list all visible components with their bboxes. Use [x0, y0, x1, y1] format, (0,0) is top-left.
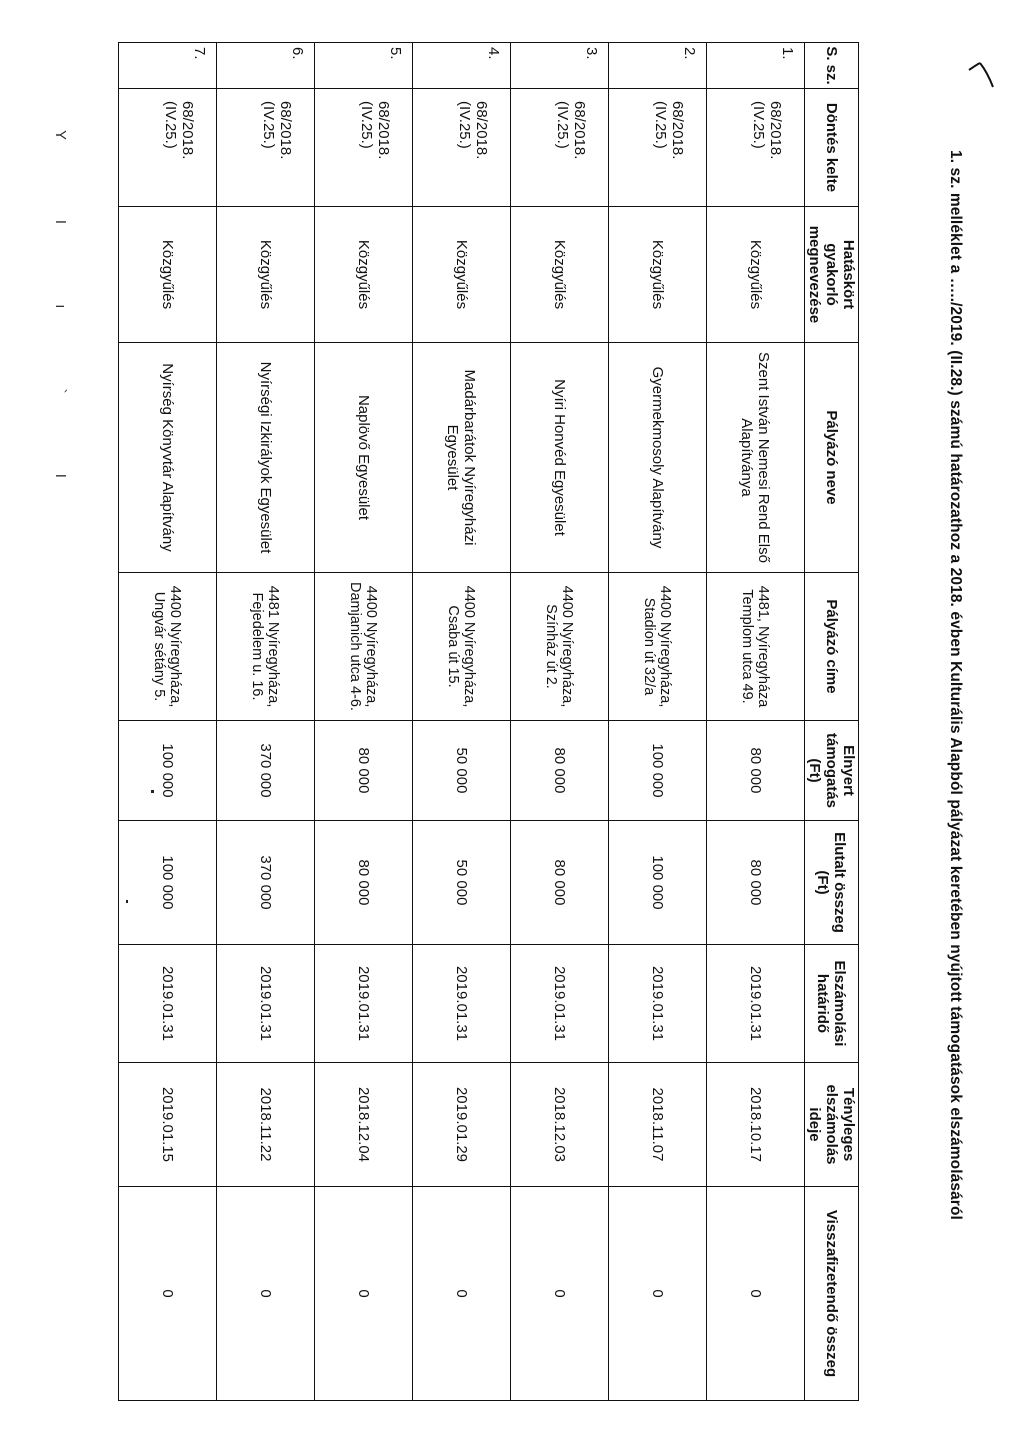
settlement-table — [118, 42, 859, 1401]
cell-hatarido: 2019.01.31 — [315, 945, 413, 1063]
cell-hatarido: 2019.01.31 — [413, 945, 511, 1063]
cell-vissza: 0 — [315, 1187, 413, 1401]
cell-elnyert: 50 000 — [413, 721, 511, 821]
cell-vissza: 0 — [413, 1187, 511, 1401]
col-header-dontes: Döntés kelte — [805, 89, 859, 207]
cell-nev: Nyíri Honvéd Egyesület — [511, 343, 609, 573]
cell-hataskor: Közgyűlés — [511, 207, 609, 343]
cell-sorszam: 3. — [511, 43, 609, 89]
cell-dontes: 68/2018. (IV.25.) — [119, 89, 217, 207]
col-header-cim: Pályázó címe — [805, 573, 859, 721]
table-row — [119, 43, 217, 1401]
scan-speck — [126, 900, 128, 903]
cell-vissza: 0 — [217, 1187, 315, 1401]
cell-elnyert: 80 000 — [511, 721, 609, 821]
cell-vissza: 0 — [119, 1187, 217, 1401]
cell-dontes: 68/2018. (IV.25.) — [511, 89, 609, 207]
cell-cim: 4400 Nyíregyháza, Damjanich utca 4-6. — [315, 573, 413, 721]
table-row — [217, 43, 315, 1401]
cell-hataskor: Közgyűlés — [413, 207, 511, 343]
cell-teny: 2019.01.15 — [119, 1063, 217, 1187]
cell-sorszam: 1. — [707, 43, 805, 89]
cell-elnyert: 80 000 — [315, 721, 413, 821]
cell-nev: Madárbarátok Nyíregyházi Egyesület — [413, 343, 511, 573]
cell-nev: Szent István Nemesi Rend Első Alapítványa — [707, 343, 805, 573]
cell-utalt: 100 000 — [609, 821, 707, 945]
cell-dontes: 68/2018. (IV.25.) — [217, 89, 315, 207]
cell-dontes: 68/2018. (IV.25.) — [609, 89, 707, 207]
cell-cim: 4400 Nyíregyháza, Csaba út 15. — [413, 573, 511, 721]
cell-sorszam: 4. — [413, 43, 511, 89]
cell-nev: Naplövő Egyesület — [315, 343, 413, 573]
cell-elnyert: 80 000 — [707, 721, 805, 821]
margin-marks: Y I ı ` I — [52, 130, 69, 516]
header-row — [805, 43, 859, 1401]
cell-cim: 4481 Nyíregyháza, Fejedelem u. 16. — [217, 573, 315, 721]
cell-vissza: 0 — [609, 1187, 707, 1401]
cell-cim: 4400 Nyíregyháza, Ungvár sétány 5. — [119, 573, 217, 721]
cell-hataskor: Közgyűlés — [217, 207, 315, 343]
cell-hatarido: 2019.01.31 — [707, 945, 805, 1063]
cell-utalt: 370 000 — [217, 821, 315, 945]
check-mark-icon — [966, 60, 996, 90]
cell-elnyert: 100 000 — [119, 721, 217, 821]
col-header-sorszam: S. sz. — [805, 43, 859, 89]
cell-dontes: 68/2018. (IV.25.) — [315, 89, 413, 207]
cell-utalt: 50 000 — [413, 821, 511, 945]
cell-hataskor: Közgyűlés — [609, 207, 707, 343]
cell-vissza: 0 — [707, 1187, 805, 1401]
cell-teny: 2018.11.22 — [217, 1063, 315, 1187]
cell-nev: Nyírségi Izkirályok Egyesület — [217, 343, 315, 573]
col-header-nev: Pályázó neve — [805, 343, 859, 573]
cell-cim: 4400 Nyíregyháza, Stadion út 32/a — [609, 573, 707, 721]
cell-dontes: 68/2018. (IV.25.) — [707, 89, 805, 207]
cell-teny: 2018.10.17 — [707, 1063, 805, 1187]
cell-nev: Gyermekmosoly Alapítvány — [609, 343, 707, 573]
cell-teny: 2018.12.04 — [315, 1063, 413, 1187]
cell-hatarido: 2019.01.31 — [511, 945, 609, 1063]
cell-elnyert: 100 000 — [609, 721, 707, 821]
col-header-hatarido: Elszámolási határidő — [805, 945, 859, 1063]
cell-hataskor: Közgyűlés — [315, 207, 413, 343]
table-row — [707, 43, 805, 1401]
table-row — [413, 43, 511, 1401]
cell-sorszam: 7. — [119, 43, 217, 89]
cell-vissza: 0 — [511, 1187, 609, 1401]
cell-utalt: 80 000 — [707, 821, 805, 945]
col-header-elnyert: Elnyert támogatás (Ft) — [805, 721, 859, 821]
cell-utalt: 80 000 — [511, 821, 609, 945]
cell-teny: 2018.11.07 — [609, 1063, 707, 1187]
col-header-vissza: Visszafizetendő összeg — [805, 1187, 859, 1401]
cell-sorszam: 6. — [217, 43, 315, 89]
table-row — [609, 43, 707, 1401]
cell-nev: Nyírség Könyvtár Alapítvány — [119, 343, 217, 573]
scan-speck — [151, 790, 154, 793]
cell-hatarido: 2019.01.31 — [119, 945, 217, 1063]
cell-cim: 4400 Nyíregyháza, Színház út 2. — [511, 573, 609, 721]
cell-utalt: 100 000 — [119, 821, 217, 945]
col-header-hataskor: Hatáskört gyakorló megnevezése — [805, 207, 859, 343]
col-header-utalt: Elutalt összeg (Ft) — [805, 821, 859, 945]
cell-dontes: 68/2018. (IV.25.) — [413, 89, 511, 207]
cell-hataskor: Közgyűlés — [119, 207, 217, 343]
cell-sorszam: 5. — [315, 43, 413, 89]
col-header-teny: Tényleges elszámolás ideje — [805, 1063, 859, 1187]
cell-hatarido: 2019.01.31 — [609, 945, 707, 1063]
cell-teny: 2018.12.03 — [511, 1063, 609, 1187]
cell-hatarido: 2019.01.31 — [217, 945, 315, 1063]
cell-utalt: 80 000 — [315, 821, 413, 945]
cell-hataskor: Közgyűlés — [707, 207, 805, 343]
cell-cim: 4481, Nyíregyháza Templom utca 49. — [707, 573, 805, 721]
cell-elnyert: 370 000 — [217, 721, 315, 821]
table-row — [315, 43, 413, 1401]
cell-teny: 2019.01.29 — [413, 1063, 511, 1187]
page-title: 1. sz. melléklet a …../2019. (II.28.) számú határozathoz a 2018. évben Kulturális Alapból pályázat keretében nyújtott támogatások elszámolásáról — [947, 150, 964, 1220]
table-row — [511, 43, 609, 1401]
cell-sorszam: 2. — [609, 43, 707, 89]
